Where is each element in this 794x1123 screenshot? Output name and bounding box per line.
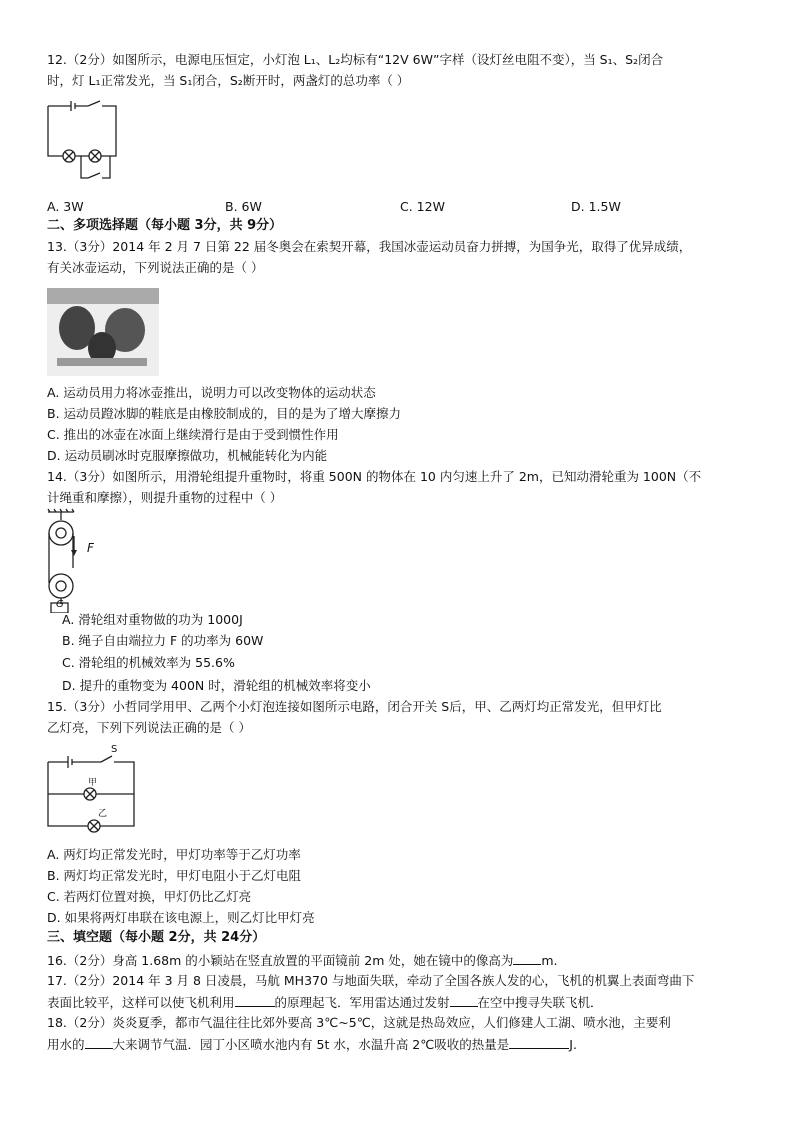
q15-option-c[interactable]: C. 若两灯位置对换，甲灯仍比乙灯亮 <box>47 889 252 904</box>
q15-option-b[interactable]: B. 两灯均正常发光时，甲灯电阻小于乙灯电阻 <box>47 868 302 883</box>
q13-stem-2: 有关冰壶运动，下列说法正确的是（ ） <box>47 260 264 275</box>
q12-option-c[interactable]: C. 12W <box>400 199 445 214</box>
q14-option-a[interactable]: A. 滑轮组对重物做的功为 1000J <box>62 612 243 627</box>
q17-blank-2[interactable] <box>450 994 478 1007</box>
q13-stem: 13.（3分）2014 年 2 月 7 日第 22 届冬奥会在索契开幕，我国冰壶运动员奋力拼搏，为国争光，取得了优异成绩， <box>47 239 692 254</box>
q15-stem: 15.（3分）小哲同学用甲、乙两个小灯泡连接如图所示电路，闭合开关 S后，甲、乙两灯均正常发光，但甲灯比 <box>47 699 662 714</box>
q13-option-b[interactable]: B. 运动员蹬冰脚的鞋底是由橡胶制成的，目的是为了增大摩擦力 <box>47 406 402 421</box>
q18-blank-1[interactable] <box>85 1036 113 1049</box>
lamp-b-label: 乙 <box>98 809 108 819</box>
q18-text-b: 大来调节气温．园丁小区喷水池内有 5t 水，水温升高 2℃吸收的热量是 <box>112 1037 510 1052</box>
q17-text-a: 表面比较平，这样可以使飞机利用 <box>47 995 235 1010</box>
q18-stem-2 <box>47 1036 577 1053</box>
q16-unit: m. <box>541 953 558 968</box>
lamp-a-label: 甲 <box>88 778 98 788</box>
q14-option-b[interactable]: B. 绳子自由端拉力 F 的功率为 60W <box>62 633 264 648</box>
q13-option-c[interactable]: C. 推出的冰壶在冰面上继续滑行是由于受到惯性作用 <box>47 427 339 442</box>
q15-circuit-figure <box>46 752 136 838</box>
q12-stem-2: 时，灯 L₁正常发光，当 S₁闭合，S₂断开时，两盏灯的总功率（ ） <box>47 73 410 88</box>
q14-stem: 14.（3分）如图所示，用滑轮组提升重物时，将重 500N 的物体在 10 内匀速上升了 2m，已知动滑轮重为 100N（不 <box>47 469 702 484</box>
q16-text: 16.（2分）身高 1.68m 的小颖站在竖直放置的平面镜前 2m 处，她在镜中的像高为 <box>47 953 514 968</box>
q18-text-c: J. <box>569 1037 577 1052</box>
q18-stem: 18.（2分）炎炎夏季，都市气温往往比郊外要高 3℃~5℃，这就是热岛效应，人们修建人工湖、喷水池，主要利 <box>47 1015 671 1030</box>
weight-label: G <box>56 599 64 610</box>
q12-option-d[interactable]: D. 1.5W <box>571 199 621 214</box>
q16-stem <box>47 952 558 969</box>
section-3-heading: 三、填空题（每小题 2分，共 24分） <box>47 930 266 945</box>
q17-stem: 17.（2分）2014 年 3 月 8 日凌晨，马航 MH370 与地面失联，牵动了全国各族人发的心，飞机的机翼上表面弯曲下 <box>47 973 695 988</box>
q18-blank-2[interactable] <box>509 1036 569 1049</box>
q17-stem-2 <box>47 994 603 1011</box>
q17-text-b: 的原理起飞．军用雷达通过发射 <box>274 995 450 1010</box>
curling-photo <box>47 288 159 376</box>
q14-option-d[interactable]: D. 提升的重物变为 400N 时，滑轮组的机械效率将变小 <box>62 678 371 693</box>
q14-option-c[interactable]: C. 滑轮组的机械效率为 55.6% <box>62 655 235 670</box>
q12-option-a[interactable]: A. 3W <box>47 199 84 214</box>
q18-text-a: 用水的 <box>47 1037 85 1052</box>
q12-circuit-figure <box>46 100 118 190</box>
q12-option-b[interactable]: B. 6W <box>225 199 262 214</box>
switch-label: S <box>111 744 118 755</box>
q14-stem-2: 计绳重和摩擦），则提升重物的过程中（ ） <box>47 490 283 505</box>
force-label: F <box>87 541 94 555</box>
q17-blank-1[interactable] <box>235 994 275 1007</box>
q15-option-a[interactable]: A. 两灯均正常发光时，甲灯功率等于乙灯功率 <box>47 847 301 862</box>
pulley-figure <box>46 508 106 613</box>
q15-option-d[interactable]: D. 如果将两灯串联在该电源上，则乙灯比甲灯亮 <box>47 910 315 925</box>
q12-stem: 12.（2分）如图所示，电源电压恒定，小灯泡 L₁、L₂均标有“12V 6W”字样（设灯丝电阻不变），当 S₁、S₂闭合 <box>47 52 664 67</box>
q13-option-a[interactable]: A. 运动员用力将冰壶推出，说明力可以改变物体的运动状态 <box>47 385 376 400</box>
q13-option-d[interactable]: D. 运动员刷冰时克服摩擦做功，机械能转化为内能 <box>47 448 328 463</box>
section-2-heading: 二、多项选择题（每小题 3分，共 9分） <box>47 218 283 233</box>
q15-stem-2: 乙灯亮，下列下列说法正确的是（ ） <box>47 720 251 735</box>
q17-text-c: 在空中搜寻失联飞机． <box>477 995 603 1010</box>
q16-blank[interactable] <box>513 952 541 965</box>
